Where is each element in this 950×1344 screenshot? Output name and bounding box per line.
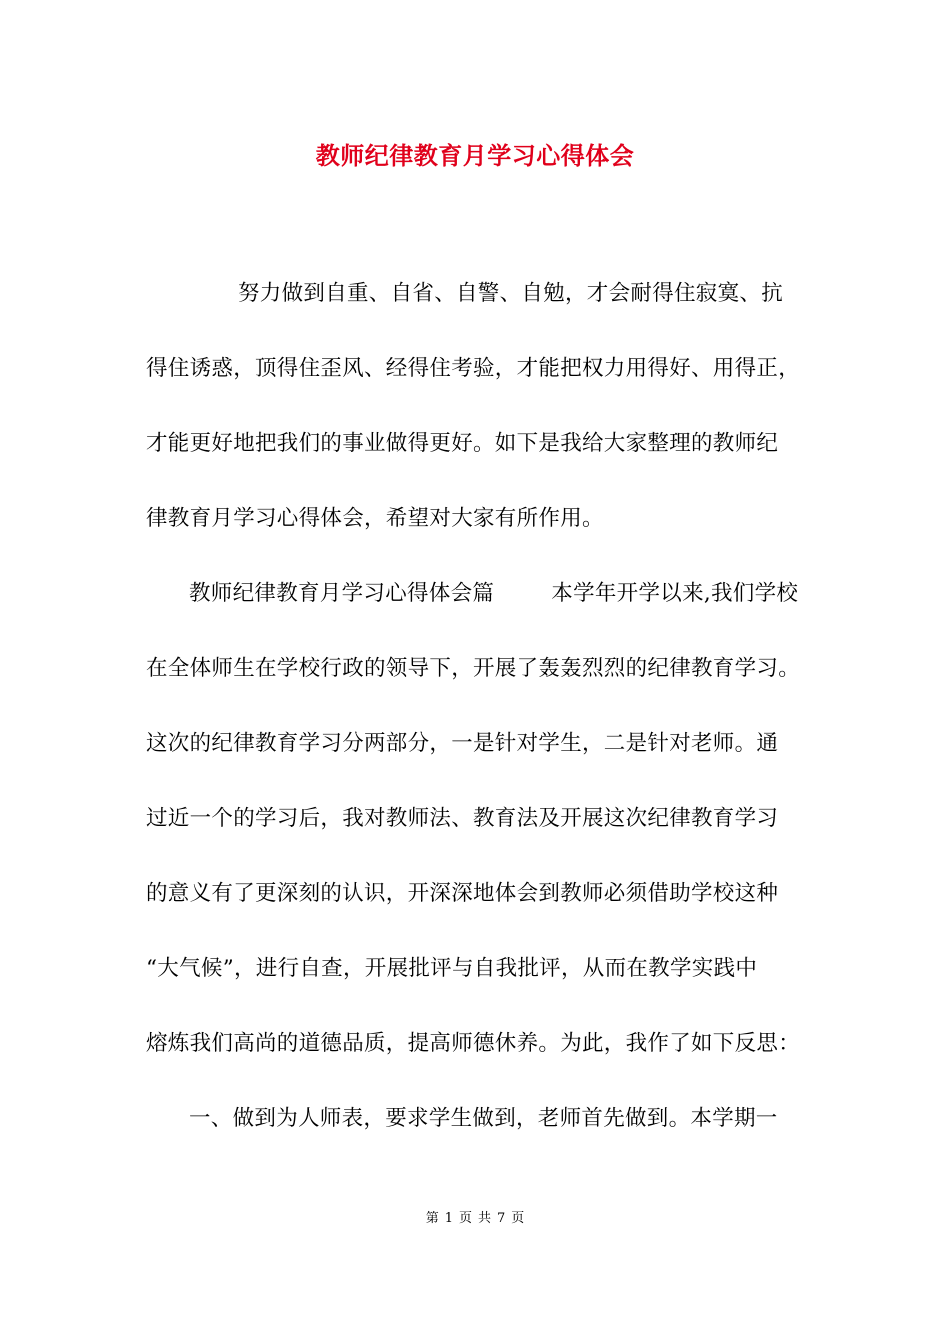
body-line-6: 在全体师生在学校行政的领导下，开展了轰轰烈烈的纪律教育学习。 [146,656,801,681]
page-footer [0,1207,950,1226]
body-line-3: 才能更好地把我们的事业做得更好。如下是我给大家整理的教师纪 [146,431,779,456]
body-line-9: 的意义有了更深刻的认识，开深深地体会到教师必须借助学校这种 [146,881,779,906]
footer-prefix: 第 [425,1211,439,1226]
body-line-12: 一、做到为人师表，要求学生做到，老师首先做到。本学期一 [189,1106,778,1131]
footer-total-word: 共 [478,1211,492,1226]
footer-suffix: 页 [511,1211,525,1226]
body-line-7: 这次的纪律教育学习分两部分，一是针对学生，二是针对老师。通 [146,731,779,756]
body-line-5: 教师纪律教育月学习心得体会篇 本学年开学以来,我们学校 [189,581,799,606]
footer-total-pages: 7 [497,1211,506,1226]
body-line-2: 得住诱惑，顶得住歪风、经得住考验，才能把权力用得好、用得正， [146,356,801,381]
body-line-10: “大气候”，进行自查，开展批评与自我批评，从而在教学实践中 [146,956,758,981]
document-body [146,272,818,1172]
footer-current-page: 1 [444,1211,453,1226]
body-line-8: 过近一个的学习后，我对教师法、教育法及开展这次纪律教育学习 [146,806,779,831]
body-line-4: 律教育月学习心得体会，希望对大家有所作用。 [146,506,604,531]
document-title: 教师纪律教育月学习心得体会 [315,141,635,170]
footer-page-word: 页 [458,1211,472,1226]
body-line-1: 努力做到自重、自省、自警、自勉，才会耐得住寂寞、抗 [238,281,784,306]
body-line-11: 熔炼我们高尚的道德品质，提高师德休养。为此，我作了如下反思： [146,1031,801,1056]
